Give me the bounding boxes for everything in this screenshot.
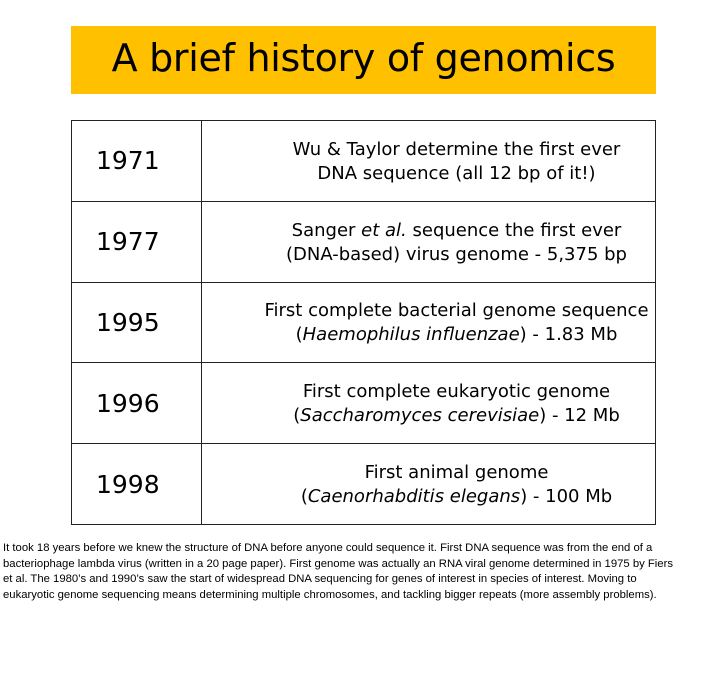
event-line bbox=[258, 323, 655, 347]
year-cell: 1977 bbox=[72, 201, 202, 282]
event-line: (DNA-based) virus genome - 5,375 bp bbox=[286, 243, 627, 265]
event-line: DNA sequence (all 12 bp of it!) bbox=[317, 162, 596, 184]
table-row bbox=[72, 201, 656, 282]
event-text: ( bbox=[293, 405, 301, 427]
table-row bbox=[72, 444, 656, 525]
notes-line: eukaryotic genome sequencing means determining multiple chromosomes, and tackling bigger repeats (more assembly problems). bbox=[3, 588, 657, 601]
event-line: First complete eukaryotic genome bbox=[302, 381, 611, 403]
table-row bbox=[72, 282, 656, 363]
event-line bbox=[258, 485, 655, 509]
event-italic-text: et al. bbox=[361, 219, 407, 241]
speaker-notes bbox=[3, 541, 725, 603]
table-row bbox=[72, 363, 656, 444]
table-row bbox=[72, 121, 656, 202]
event-line: First animal genome bbox=[364, 462, 549, 484]
event-text: ) - 100 Mb bbox=[520, 486, 613, 508]
event-line bbox=[258, 404, 655, 428]
event-cell bbox=[202, 282, 656, 363]
event-line bbox=[258, 219, 655, 243]
notes-line: bacteriophage lambda virus (written in a 20 page paper). First genome was actually an RNA viral genome determined in 1975 by Fiers bbox=[3, 557, 674, 570]
event-text: ) - 1.83 Mb bbox=[519, 324, 618, 346]
year-cell: 1995 bbox=[72, 282, 202, 363]
event-line: First complete bacterial genome sequence bbox=[264, 300, 649, 322]
event-text: Sanger bbox=[291, 219, 362, 241]
species-name: Haemophilus influenzae bbox=[302, 324, 520, 346]
event-cell bbox=[202, 121, 656, 202]
slide-title: A brief history of genomics bbox=[111, 36, 616, 80]
year-cell: 1971 bbox=[72, 121, 202, 202]
year-cell: 1998 bbox=[72, 444, 202, 525]
genomics-timeline-table bbox=[71, 120, 656, 525]
event-line: Wu & Taylor determine the first ever bbox=[292, 138, 621, 160]
species-name: Caenorhabditis elegans bbox=[307, 486, 521, 508]
species-name: Saccharomyces cerevisiae bbox=[300, 405, 540, 427]
title-banner bbox=[71, 26, 656, 94]
event-text: sequence the first ever bbox=[406, 219, 622, 241]
event-text: ( bbox=[295, 324, 303, 346]
notes-line: et al. The 1980’s and 1990’s saw the start of widespread DNA sequencing for genes of interest in species of interest. Moving to bbox=[3, 573, 637, 585]
event-cell bbox=[202, 363, 656, 444]
notes-line: It took 18 years before we knew the structure of DNA before anyone could sequence it. First DNA sequence was from the end of a bbox=[3, 542, 653, 554]
event-text: ( bbox=[300, 486, 308, 508]
year-cell: 1996 bbox=[72, 363, 202, 444]
event-text: ) - 12 Mb bbox=[539, 405, 620, 427]
event-cell bbox=[202, 444, 656, 525]
event-cell bbox=[202, 201, 656, 282]
